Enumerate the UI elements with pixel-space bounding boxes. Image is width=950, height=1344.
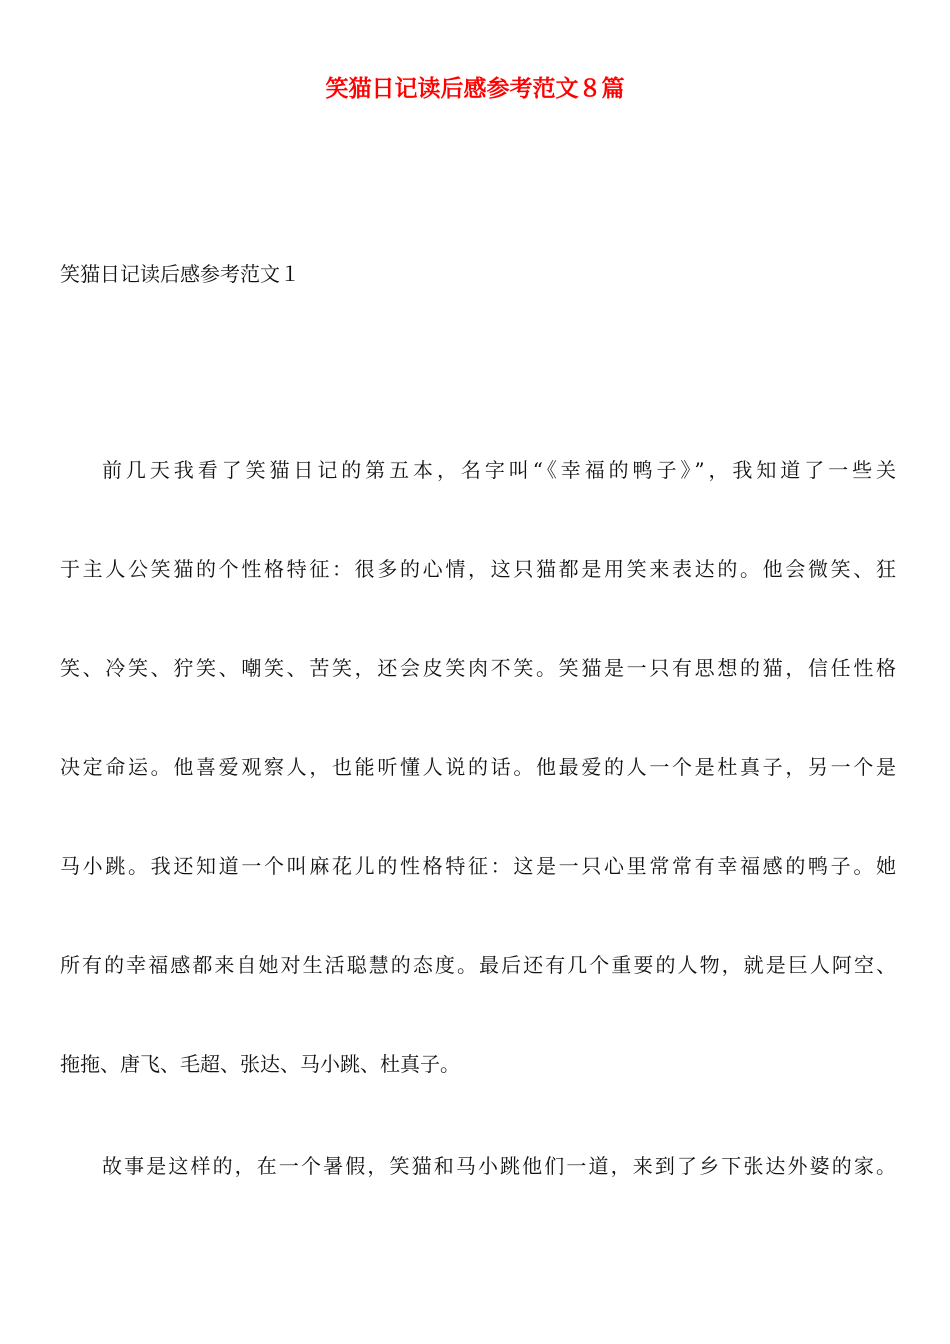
paragraph — [60, 452, 896, 1145]
paragraph-line: 前几天我看了笑猫日记的第五本，名字叫“《幸福的鸭子》”，我知道了一些关 — [102, 458, 896, 482]
paragraph — [60, 1148, 896, 1247]
paragraph-line: 马小跳。我还知道一个叫麻花儿的性格特征：这是一只心里常常有幸福感的鸭子。她 — [60, 854, 896, 878]
document-title: 笑猫日记读后感参考范文８篇 — [325, 76, 625, 102]
paragraph-line: 于主人公笑猫的个性格特征：很多的心情，这只猫都是用笑来表达的。他会微笑、狂 — [60, 557, 896, 581]
paragraph-line: 笑、冷笑、狞笑、嘲笑、苦笑，还会皮笑肉不笑。笑猫是一只有思想的猫，信任性格 — [60, 656, 896, 680]
paragraph-line: 拖拖、唐飞、毛超、张达、马小跳、杜真子。 — [60, 1052, 460, 1076]
section-heading: 笑猫日记读后感参考范文１ — [60, 262, 300, 286]
paragraph-line: 所有的幸福感都来自她对生活聪慧的态度。最后还有几个重要的人物，就是巨人阿空、 — [60, 953, 896, 977]
paragraph-line: 故事是这样的，在一个暑假，笑猫和马小跳他们一道，来到了乡下张达外婆的家。 — [102, 1154, 896, 1178]
paragraph-line: 决定命运。他喜爱观察人，也能听懂人说的话。他最爱的人一个是杜真子，另一个是 — [60, 755, 896, 779]
